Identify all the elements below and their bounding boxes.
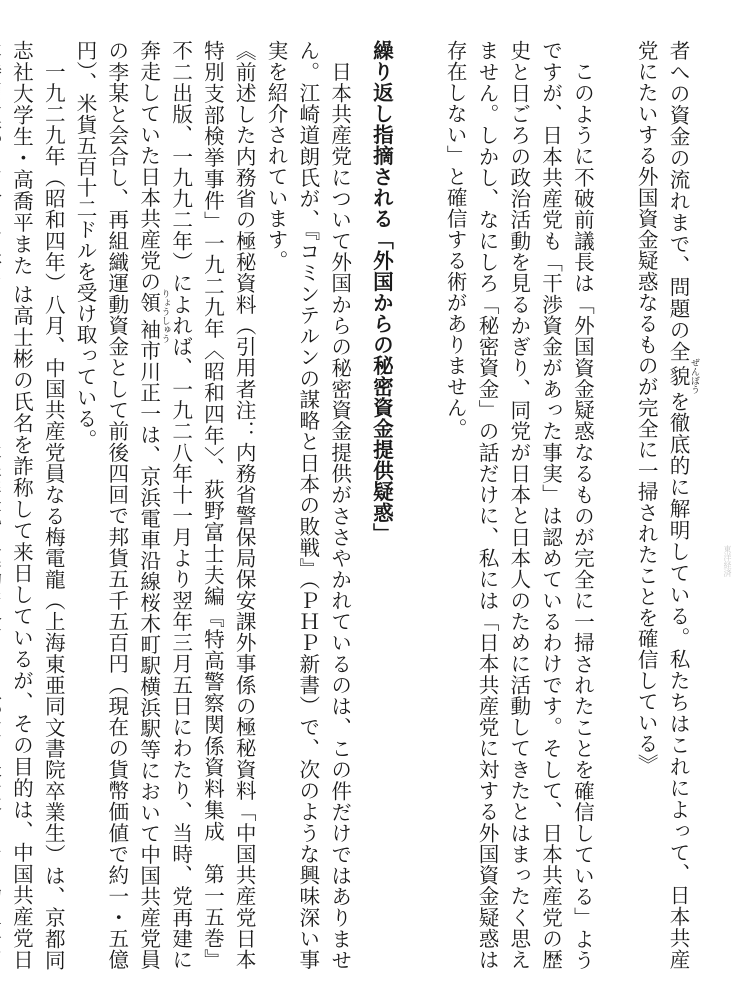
ruby-reading: りょうしゅう	[159, 289, 170, 343]
paragraph-1929-august: 一九二九年（昭和四年）八月、中国共産党員なる梅電龍（上海東亜同文書院卒業生）は、京都同志社大学生・高喬平また は高士彬の氏名を詐称して来日しているが、その目的は、中国共産党日	[9, 40, 66, 970]
text-run: 市川正一は、京浜電車沿線桜木町駅横浜駅等において中国共産党員の李某と会合し、再組織運動資金として前後四回で邦貨五千五百円（現在の貨幣価値で約一・五億円）、米貨五百十二ドルを受け取っている。	[73, 40, 161, 970]
paragraph-gap	[406, 40, 438, 970]
ruby-base: 貌	[666, 358, 690, 395]
paragraph-gap	[597, 40, 629, 970]
paragraph-fuwa-statement: このように不破前議長は「外国資金疑惑なるものが完全に一掃されたことを確信している」ようですが、日本共産党も「干渉資金があった事実」は認めているわけです。そして、日本共産党の歴史と日ごろの政治活動を見るかぎり、同党が日本と日本人のために活動してきたとはまったく思えません。しかし、なにしろ「秘密資金」の話だけに、私には「日本共産党に対する外国資金疑惑は存在しない」と確信する術がありません。	[443, 40, 595, 970]
furigana-ryoushuu	[136, 289, 170, 343]
vertical-text-body	[0, 40, 699, 970]
ruby-base: 領袖	[136, 289, 161, 343]
section-heading: 繰り返し指摘される「外国からの秘密資金提供疑惑」	[369, 40, 394, 544]
paragraph-quote-start	[68, 40, 259, 970]
paragraph-quote-end	[629, 40, 699, 970]
furigana-zenbou	[666, 358, 699, 395]
text-run: 《前述した内務省の極秘資料（引用者注：内務省警保局保安課外事係の極秘資料「中国共産党日本特別支部検挙事件」一九二九年〈昭和四年〉、荻野富士夫編『特高警察関係資料集成 第一五巻』不二出版、一九九二年）によれば、一九二八年十一月より翌年三月五日にわたり、当時、党再建に奔走していた日本共産党の	[136, 40, 257, 970]
paragraph-ezaki-intro: 日本共産党について外国からの秘密資金提供がささやかれているのは、この件だけではありません。江崎道朗氏が、『コミンテルンの謀略と日本の敗戦』（ＰＨＰ新書）で、次のような興味深い事実を紹介されています。	[264, 40, 352, 970]
text-run: 者への資金の流れまで、問題の全	[666, 40, 690, 363]
watermark: 東洋経済	[723, 545, 732, 577]
ruby-reading: ぜんぼう	[689, 358, 699, 395]
text-run: を徹底的に解明している。私たちはこれによって、日本共産党にたいする外国資金疑惑なるものが完全に一掃されたことを確信している》	[634, 40, 690, 971]
